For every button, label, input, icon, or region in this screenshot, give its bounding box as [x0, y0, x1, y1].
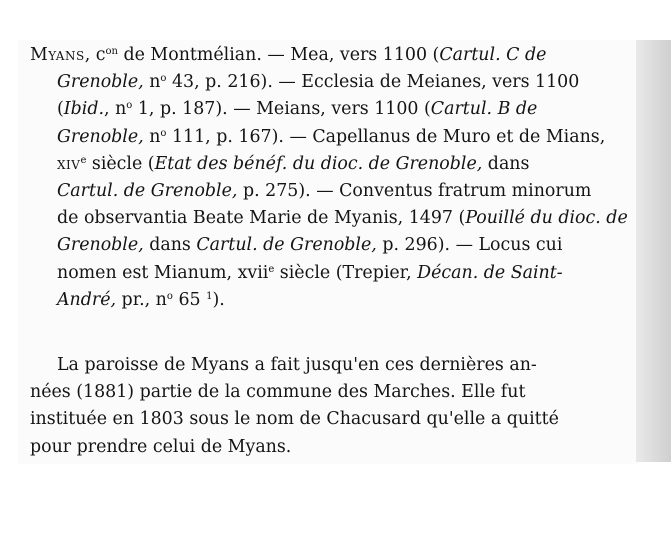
entry-line-7: de observantia Beate Marie de Myanis, 1497 (Pouillé du dioc. de	[57, 208, 628, 229]
entry-line-6: Cartul. de Grenoble, p. 275). — Conventus fratrum minorum	[57, 181, 592, 202]
entry-line-1: Myans, $c^{on}$ de Montmélian. — Mea, vers 1100 (Cartul. C de	[30, 45, 547, 65]
entry-line-9: nomen est Mianum, xvii$^e$ siècle (Trepier, Décan. de Saint-	[57, 262, 563, 283]
paragraph-line-3: instituée en 1803 sous le nom de Chacusard qu'elle a quitté	[30, 409, 559, 430]
paragraph-line-2: nées (1881) partie de la commune des Marches. Elle fut	[30, 382, 526, 403]
entry-line-5: xiv$^e$ siècle (Etat des bénéf. du dioc. de Grenoble, dans	[57, 153, 530, 174]
entry-line-8: Grenoble, dans Cartul. de Grenoble, p. 296). — Locus cui	[57, 235, 563, 256]
entry-line-10: André, pr., $n^o$ 65 $^1$).	[57, 289, 225, 310]
paroisse-paragraph	[30, 352, 636, 461]
paragraph-line-1: La paroisse de Myans a fait jusqu'en ces dernières an-	[57, 355, 537, 375]
entry-line-2: Grenoble, $n^o$ 43, p. 216). — Ecclesia de Meianes, vers 1100	[57, 72, 580, 93]
entry-line-3: (Ibid., $n^o$ 1, p. 187). — Meians, vers 1100 (Cartul. B de	[57, 99, 538, 120]
entry-line-4: Grenoble, $n^o$ 111, p. 167). — Capellanus de Muro et de Mians,	[57, 126, 606, 147]
dictionary-entry	[30, 42, 636, 314]
paragraph-line-4: pour prendre celui de Myans.	[30, 436, 292, 457]
page-edge-shadow	[636, 40, 671, 462]
entry-headword: Myans	[30, 45, 85, 65]
